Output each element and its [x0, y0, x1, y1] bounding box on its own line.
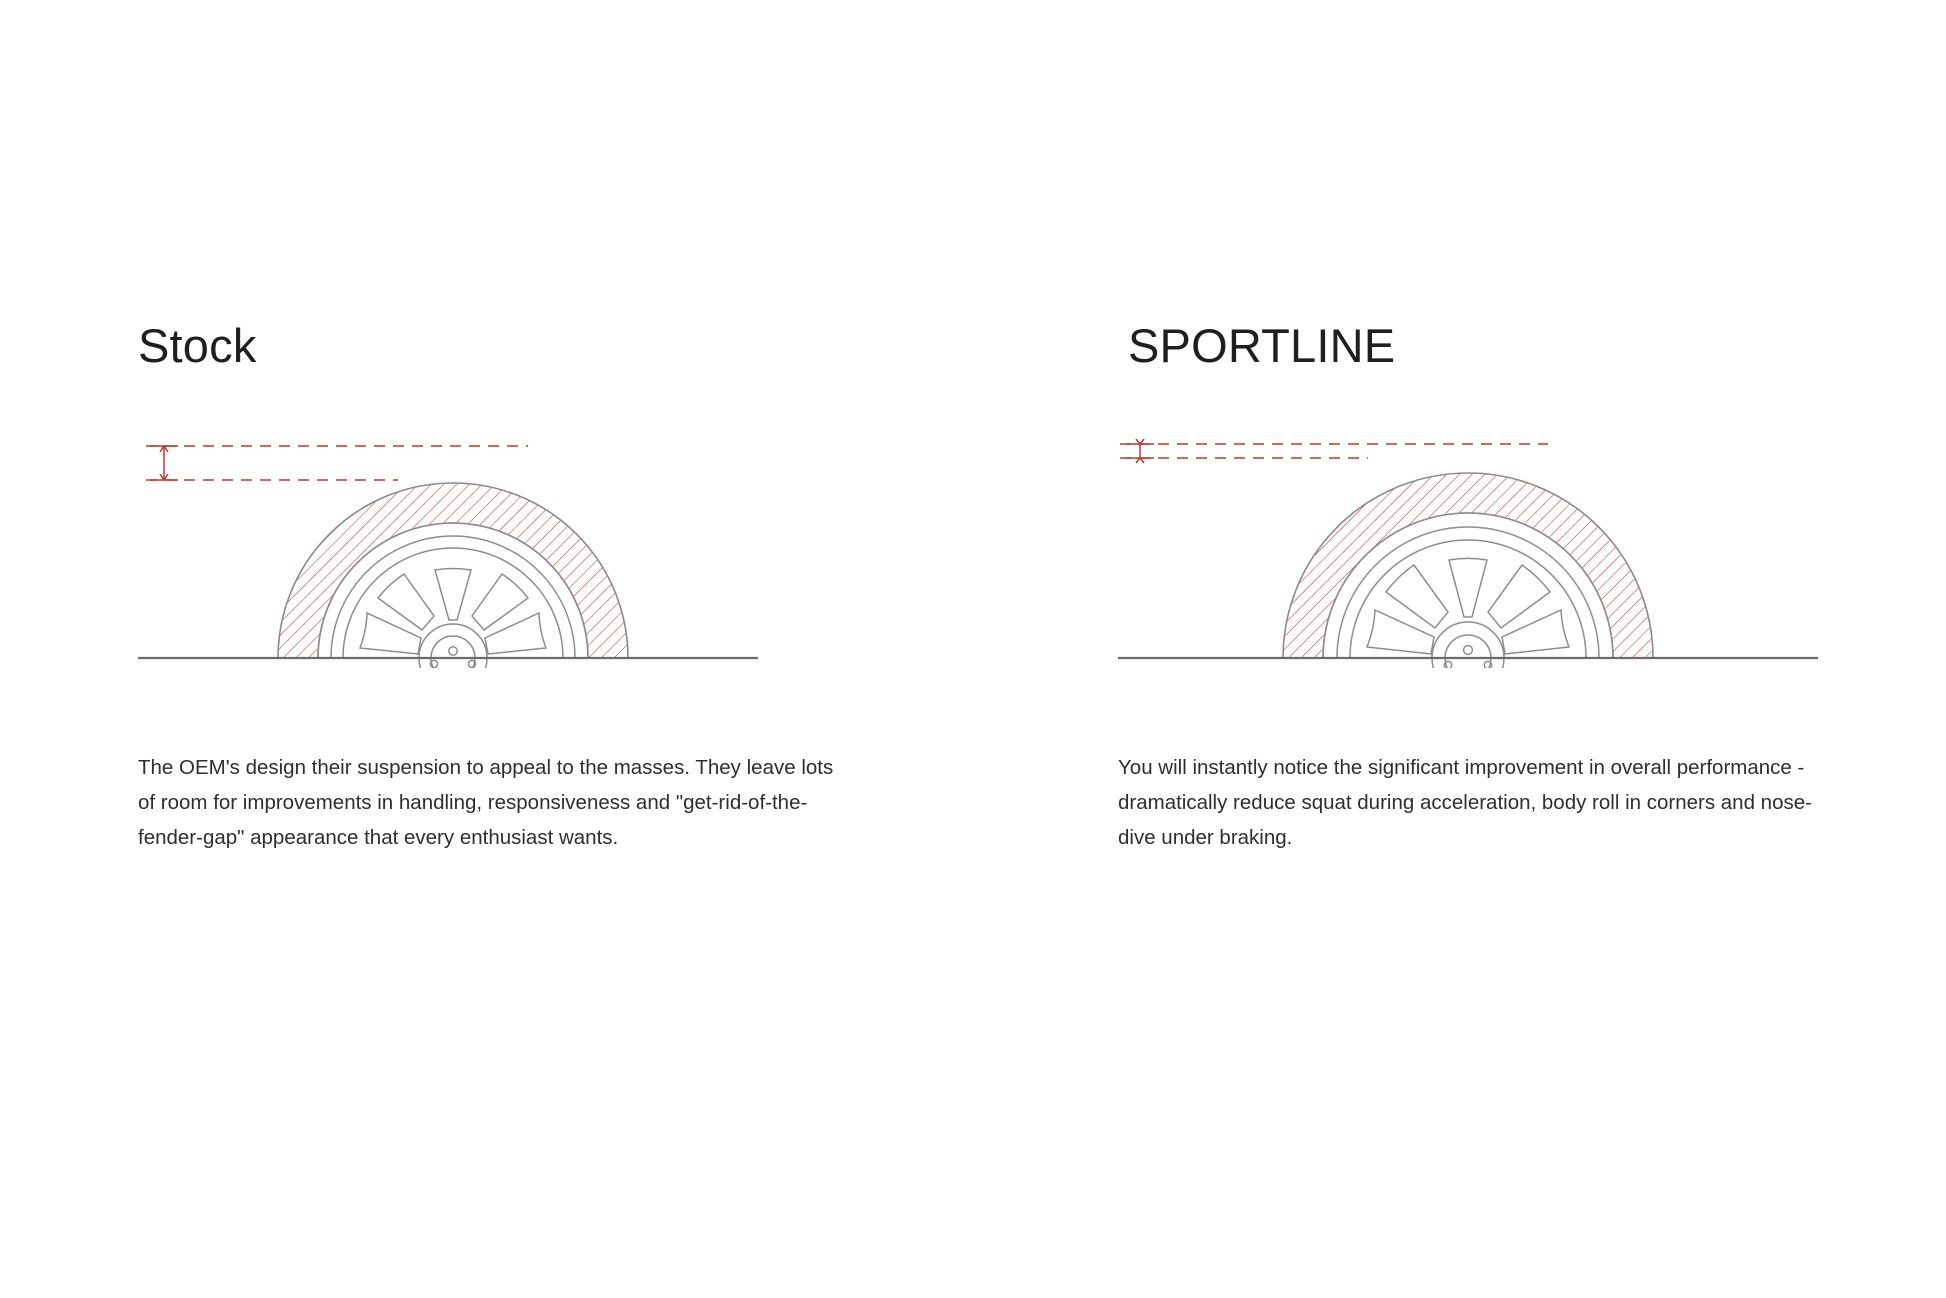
page-title-sportline: SPORTLINE — [1128, 319, 1396, 372]
figure-sportline — [1118, 408, 1878, 688]
panel-stock — [138, 320, 898, 876]
caption-sportline: You will instantly notice the significant improvement in overall performance - dramatically reduce squat during acceleration, body roll in corners and nose-dive under braking. — [1118, 755, 1812, 850]
fender-gap-dimension-icon — [1120, 439, 1548, 463]
figure-stock — [138, 408, 898, 688]
tire-cross-section-icon — [1283, 473, 1653, 658]
page-title-stock: Stock — [138, 319, 257, 372]
caption-stock: The OEM's design their suspension to appeal to the masses. They leave lots of room for improvements in handling, responsiveness and "get-rid-of-the-fender-gap" appearance that every enthusiast wants. — [138, 755, 834, 850]
fender-gap-dimension-icon — [146, 446, 528, 480]
tire-cross-section-icon — [278, 483, 628, 658]
panel-sportline — [1118, 320, 1878, 876]
